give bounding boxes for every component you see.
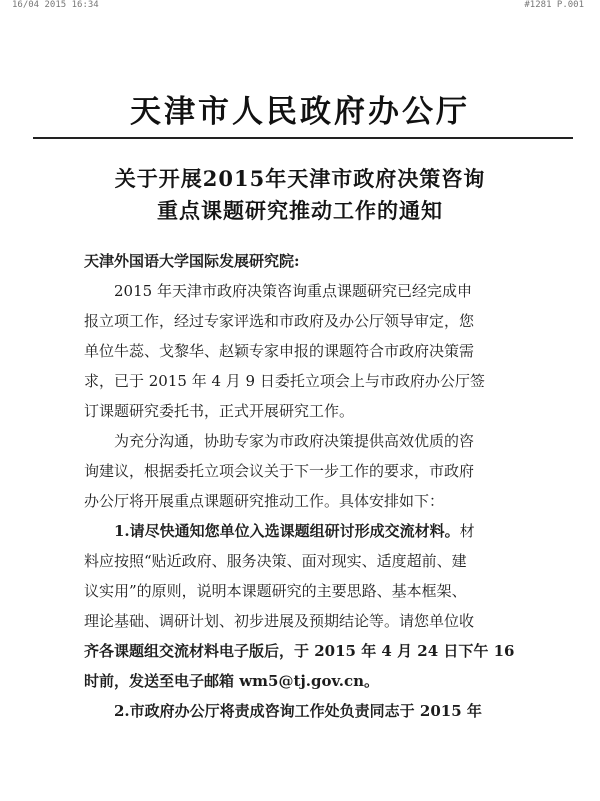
document-body (84, 246, 515, 726)
paragraph-1-line: 单位牛蕊、戈黎华、赵颖专家申报的课题符合市政府决策需 (84, 342, 475, 360)
item-1-line: 理论基础、调研计划、初步进展及预期结论等。请您单位收 (84, 612, 475, 630)
document-title-line-2: 重点课题研究推动工作的通知 (157, 198, 443, 223)
item-1-lead: 材 (459, 522, 475, 540)
item-2-line: 2.市政府办公厅将责成咨询工作处负责同志于 2015 年 (114, 702, 482, 720)
fax-page-number: #1281 P.001 (524, 0, 584, 10)
paragraph-2-line: 为充分沟通，协助专家为市政府决策提供高效优质的咨 (114, 432, 475, 450)
item-1-heading: 1.请尽快通知您单位入选课题组研讨形成交流材料。 (114, 522, 460, 540)
paragraph-2-line: 询建议，根据委托立项会议关于下一步工作的要求，市政府 (84, 462, 475, 480)
paragraph-1-line: 求，已于 2015 年 4 月 9 日委托立项会上与市政府办公厅签 (84, 372, 485, 390)
salutation: 天津外国语大学国际发展研究院: (84, 252, 300, 270)
paragraph-1-line: 订课题研究委托书，正式开展研究工作。 (84, 402, 355, 420)
fax-header (0, 0, 600, 12)
item-1-line: 时前，发送至电子邮箱 wm5@tj.gov.cn。 (84, 672, 379, 690)
item-1-line: 料应按照“贴近政府、服务决策、面对现实、适度超前、建 (84, 552, 467, 570)
issuing-office-title: 天津市人民政府办公厅 (130, 94, 470, 130)
item-1-line: 齐各课题组交流材料电子版后，于 2015 年 4 月 24 日下午 16 (84, 642, 515, 660)
paragraph-1-line: 2015 年天津市政府决策咨询重点课题研究已经完成申 (114, 282, 472, 300)
paragraph-2-line: 办公厅将开展重点课题研究推动工作。具体安排如下： (84, 492, 445, 510)
item-1-line: 议实用”的原则，说明本课题研究的主要思路、基本框架、 (84, 582, 467, 600)
fax-timestamp: 16/04 2015 16:34 (12, 0, 99, 10)
item-1-first-line (84, 516, 504, 546)
document-title-line-1: 关于开展2015年天津市政府决策咨询 (114, 166, 486, 191)
header-rule (33, 137, 573, 139)
paragraph-1-line: 报立项工作，经过专家评选和市政府及办公厅领导审定，您 (84, 312, 475, 330)
